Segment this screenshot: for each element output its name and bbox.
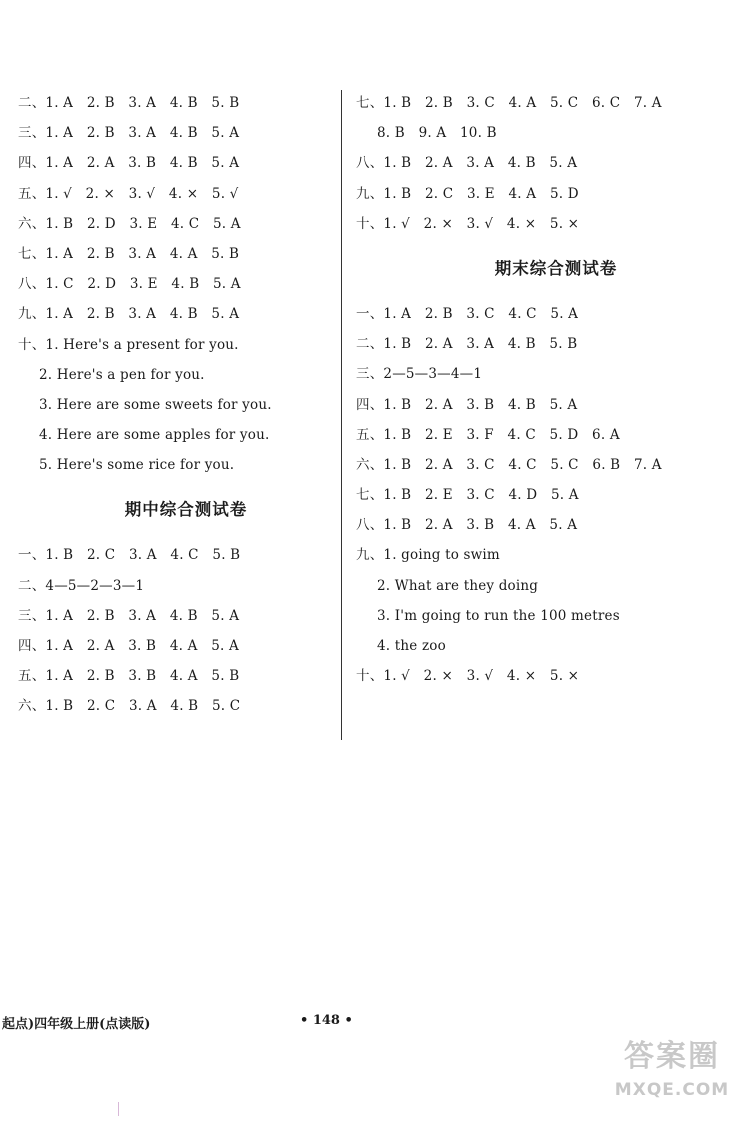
watermark-site: MXQE.COM — [614, 1080, 730, 1100]
answer-line: 四、1. A 2. A 3. B 4. B 5. A — [18, 155, 240, 172]
answer-line: 四、1. A 2. A 3. B 4. A 5. A — [18, 638, 239, 654]
answer-line: 五、1. A 2. B 3. B 4. A 5. B — [18, 668, 240, 685]
answer-line: 五、1. √ 2. × 3. √ 4. × 5. √ — [18, 185, 239, 202]
answer-line: 三、1. A 2. B 3. A 4. B 5. A — [18, 125, 240, 142]
answer-line: 十、1. Here's a present for you. — [18, 336, 239, 353]
site-watermark — [610, 1036, 734, 1114]
answer-line: 3. I'm going to run the 100 metres — [377, 607, 620, 624]
answer-line: 六、1. B 2. C 3. A 4. B 5. C — [18, 698, 241, 715]
answer-line: 一、1. A 2. B 3. C 4. C 5. A — [356, 305, 579, 322]
answer-line: 五、1. B 2. E 3. F 4. C 5. D 6. A — [356, 426, 620, 443]
answer-line: 5. Here's some rice for you. — [39, 457, 235, 474]
answer-line: 3. Here are some sweets for you. — [39, 396, 272, 413]
section-heading: 期末综合测试卷 — [494, 258, 618, 278]
answer-line: 八、1. C 2. D 3. E 4. B 5. A — [18, 276, 241, 293]
column-divider — [341, 90, 342, 740]
answer-line: 4. the zoo — [377, 638, 446, 654]
answer-line: 六、1. B 2. A 3. C 4. C 5. C 6. B 7. A — [356, 456, 662, 473]
answer-line: 二、1. B 2. A 3. A 4. B 5. B — [356, 336, 578, 353]
answer-line: 2. What are they doing — [377, 577, 539, 594]
answer-line: 4. Here are some apples for you. — [39, 427, 270, 444]
right-answer-column — [356, 88, 732, 691]
left-answer-column — [18, 88, 330, 722]
answer-line: 十、1. √ 2. × 3. √ 4. × 5. × — [356, 215, 580, 232]
answer-line: 三、1. A 2. B 3. A 4. B 5. A — [18, 607, 240, 624]
watermark-logo: 答案圈 — [624, 1039, 720, 1074]
section-heading: 期中综合测试卷 — [124, 500, 248, 520]
answer-line: 8. B 9. A 10. B — [377, 125, 497, 142]
answer-line: 八、1. B 2. A 3. B 4. A 5. A — [356, 517, 578, 534]
scan-mark — [118, 1102, 119, 1116]
answer-line: 九、1. B 2. C 3. E 4. A 5. D — [356, 185, 579, 202]
answer-line: 一、1. B 2. C 3. A 4. C 5. B — [18, 547, 241, 564]
page-number: • 148 • — [300, 1013, 353, 1028]
answer-line: 六、1. B 2. D 3. E 4. C 5. A — [18, 215, 241, 232]
answer-line: 七、1. B 2. B 3. C 4. A 5. C 6. C 7. A — [356, 95, 662, 111]
answer-line: 七、1. B 2. E 3. C 4. D 5. A — [356, 487, 579, 504]
answer-line: 三、2—5—3—4—1 — [356, 366, 483, 383]
answer-line: 二、1. A 2. B 3. A 4. B 5. B — [18, 95, 240, 111]
answer-line: 八、1. B 2. A 3. A 4. B 5. A — [356, 155, 578, 172]
answer-line: 二、4—5—2—3—1 — [18, 577, 145, 594]
answer-line: 七、1. A 2. B 3. A 4. A 5. B — [18, 245, 240, 262]
book-title-footer: 起点)四年级上册(点读版) — [2, 1017, 151, 1032]
answer-line: 九、1. A 2. B 3. A 4. B 5. A — [18, 306, 240, 323]
answer-line: 十、1. √ 2. × 3. √ 4. × 5. × — [356, 668, 580, 685]
answer-line: 九、1. going to swim — [356, 547, 500, 564]
answer-line: 四、1. B 2. A 3. B 4. B 5. A — [356, 396, 578, 413]
answer-line: 2. Here's a pen for you. — [39, 366, 205, 383]
